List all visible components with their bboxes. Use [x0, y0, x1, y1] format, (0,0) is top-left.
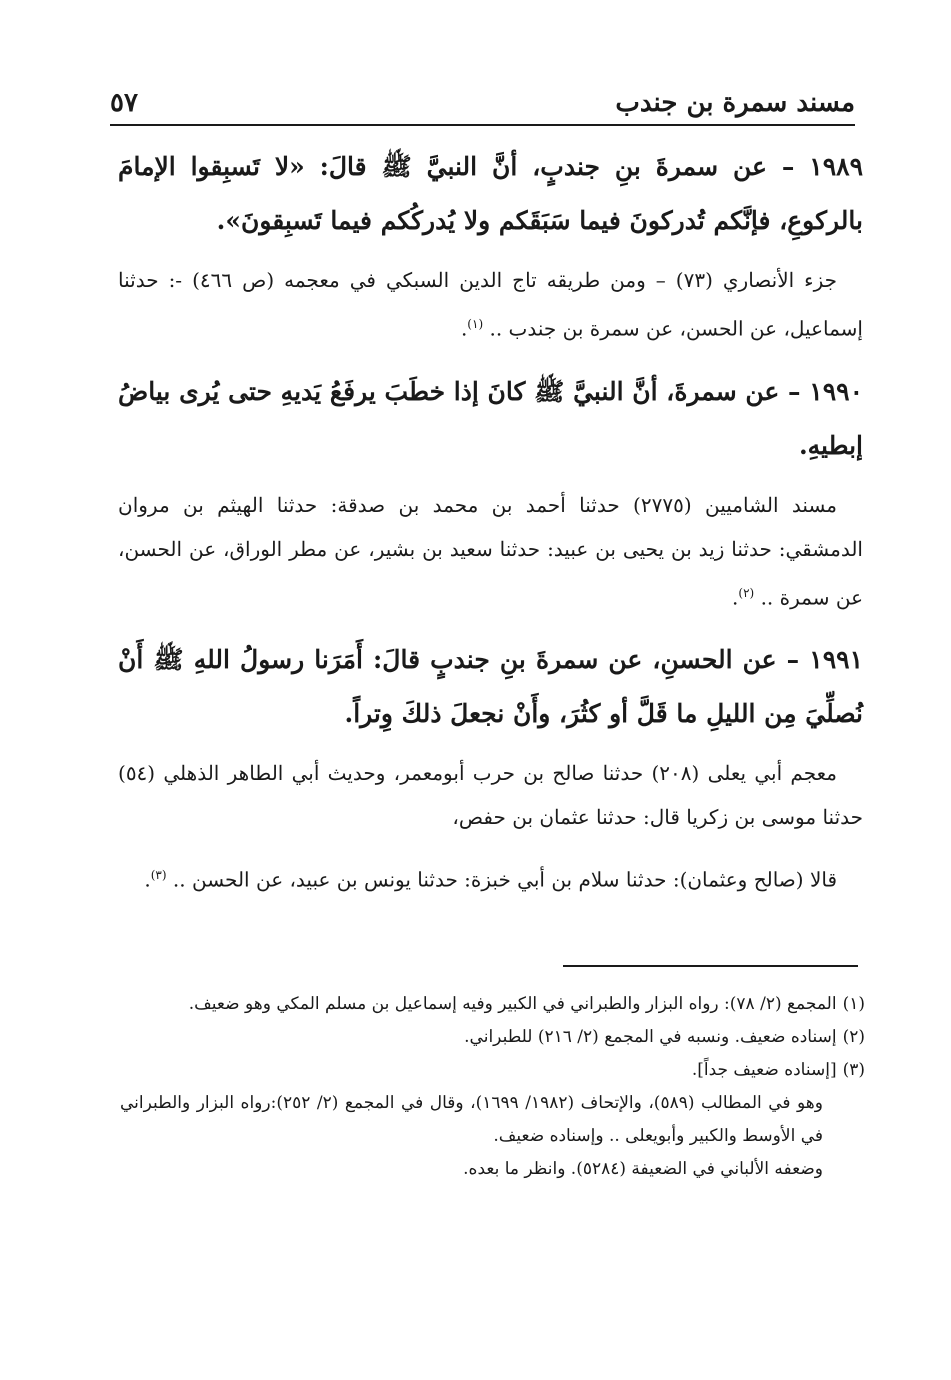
- source-1991-a: [118, 751, 863, 839]
- source-1989: جزء الأنصاري (٧٣) – ومن طريقه تاج الدين السبكي في معجمه (ص ٤٦٦) -: حدثنا إسماعيل، عن الحسن، عن سمرة بن جندب .. $^{(١)}$.: [118, 268, 863, 341]
- page-number: ٥٧: [110, 88, 138, 118]
- source-text: جزء الأنصاري (٧٣) – ومن طريقه تاج الدين السبكي في معجمه (ص ٤٦٦) -: حدثنا إسماعيل، عن الحسن، عن سمرة بن جندب ..: [118, 268, 863, 341]
- source-1990: مسند الشاميين (٢٧٧٥) حدثنا أحمد بن محمد بن صدقة: حدثنا الهيثم بن مروان الدمشقي: حدثنا زيد بن يحيى بن عبيد: حدثنا سعيد بن بشير، عن مطر الوراق، عن الحسن، عن سمرة .. $^{(٢)}$.: [118, 492, 863, 610]
- footnote-ref: (١): [467, 317, 484, 331]
- page-header: [110, 86, 855, 126]
- source-text: قالا (صالح وعثمان): حدثنا سلام بن أبي خبزة: حدثنا يونس بن عبيد، عن الحسن ..: [172, 867, 837, 892]
- footnote-2: [120, 1021, 865, 1054]
- footnote-ref: (٢): [738, 585, 755, 600]
- footnote-1: [120, 988, 865, 1021]
- footnote-separator: [563, 965, 858, 967]
- source-1991-b: قالا (صالح وعثمان): حدثنا سلام بن أبي خبزة: حدثنا يونس بن عبيد، عن الحسن .. $^{(٣)}$.: [144, 867, 837, 892]
- hadith-1990: ١٩٩٠ – عن سمرةَ، أنَّ النبيَّ ﷺ كانَ إذا خطَبَ يرفَعُ يَديهِ حتى يُرى بياضُ إبطيهِ.: [118, 376, 864, 460]
- hadith-1989: ١٩٨٩ – عن سمرةَ بنِ جندبٍ، أنَّ النبيَّ ﷺ قالَ: «لا تَسبِقوا الإمامَ بالركوعِ، فإنَّكم تُدركونَ فيما سَبَقَكم ولا يُدركُكم فيما تَسبِقونَ».: [118, 152, 863, 235]
- footnote-3: [120, 1054, 865, 1087]
- footnote-3-continued-2: وضعفه الألباني في الضعيفة (٥٢٨٤). وانظر ما بعده.: [463, 1159, 823, 1179]
- source-text: معجم أبي يعلى (٢٠٨) حدثنا صالح بن حرب أبومعمر، وحديث أبي الطاهر الذهلي (٥٤) حدثنا موسى بن زكريا قال: حدثنا عثمان بن حفص،: [118, 761, 863, 830]
- footnote-3-continued: وهو في المطالب (٥٨٩)، والإتحاف (١٩٨٢/ ١٦٩٩)، وقال في المجمع (٢/ ٢٥٢):رواه البزار والطبراني في الأوسط والكبير وأبويعلى .. وإسناده ضعيف.: [120, 1093, 823, 1146]
- footnote-number: (٢): [842, 1027, 865, 1047]
- running-title: مسند سمرة بن جندب: [615, 88, 855, 118]
- footnote-text: إسناده ضعيف. ونسبه في المجمع (٢/ ٢١٦) للطبراني.: [464, 1027, 837, 1047]
- footnote-text: [إسناده ضعيف جداً].: [691, 1060, 837, 1080]
- hadith-1991: ١٩٩١ – عن الحسنِ، عن سمرةَ بنِ جندبٍ قالَ: أَمَرَنا رسولُ اللهِ ﷺ أَنْ نُصلِّيَ مِن الليلِ ما قَلَّ أو كثُرَ، وأَنْ نجعلَ ذلكَ وِتراً.: [118, 645, 863, 729]
- main-text: [118, 140, 863, 916]
- footnote-ref: (٣): [150, 868, 167, 883]
- footnote-text: المجمع (٢/ ٧٨): رواه البزار والطبراني في الكبير وفيه إسماعيل بن مسلم المكي وهو ضعيف.: [188, 994, 837, 1014]
- footnote-number: (١): [842, 994, 865, 1014]
- source-text: مسند الشاميين (٢٧٧٥) حدثنا أحمد بن محمد بن صدقة: حدثنا الهيثم بن مروان الدمشقي: حدثنا زيد بن يحيى بن عبيد: حدثنا سعيد بن بشير، عن مطر الوراق، عن الحسن، عن سمرة ..: [118, 492, 863, 610]
- footnote-number: (٣): [842, 1060, 865, 1080]
- footnotes: [120, 988, 865, 1186]
